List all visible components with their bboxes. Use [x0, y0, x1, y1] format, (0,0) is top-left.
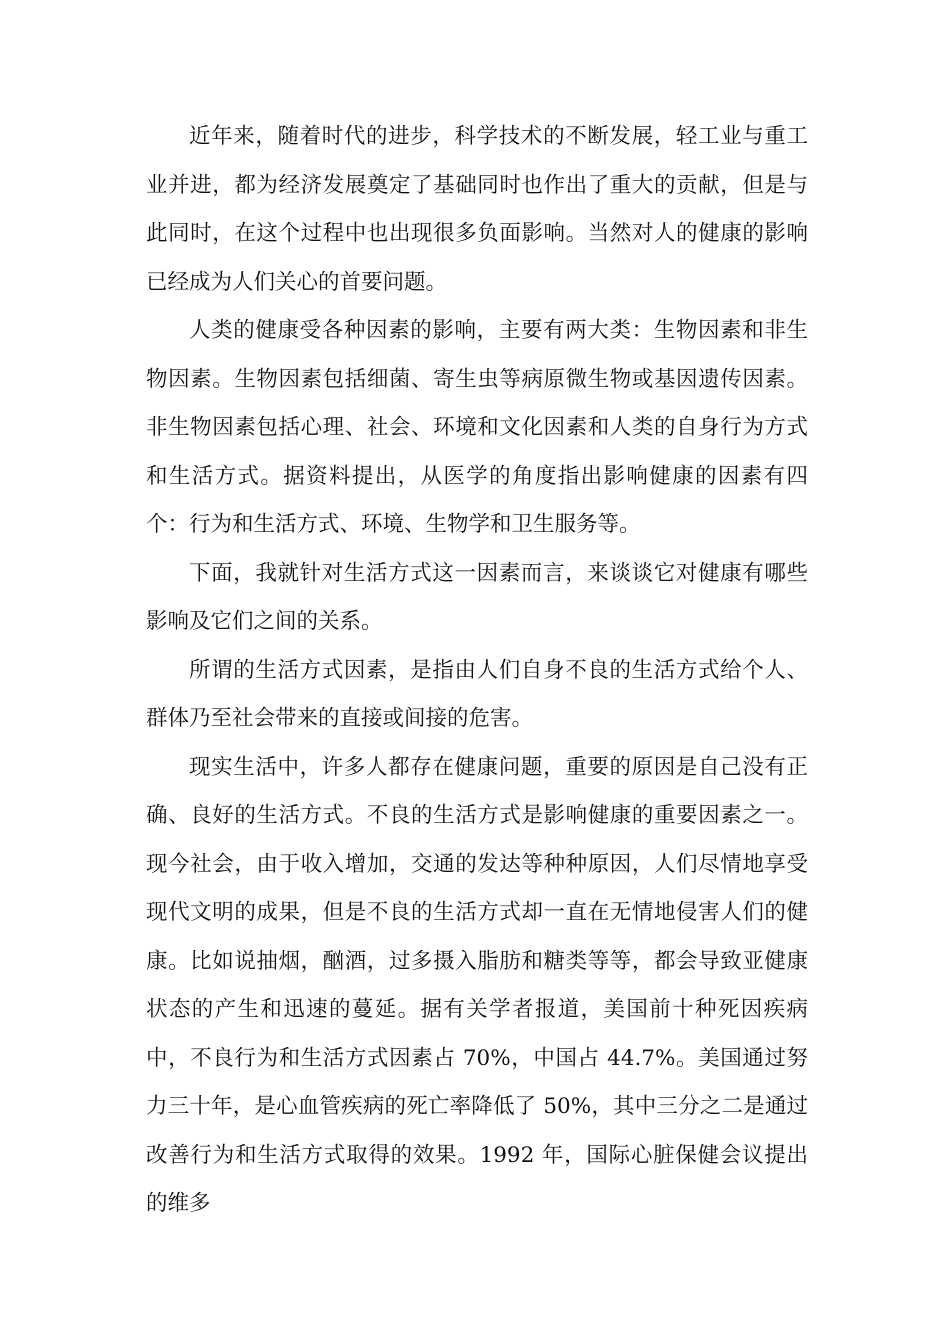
paragraph-5: 现实生活中，许多人都存在健康问题，重要的原因是自己没有正确、良好的生活方式。不良的生活方式是影响健康的重要因素之一。现今社会，由于收入增加，交通的发达等种种原因，人们尽情地享受现代文明的成果，但是不良的生活方式却一直在无情地侵害人们的健康。比如说抽烟，酗酒，过多摄入脂肪和糖类等等，都会导致亚健康状态的产生和迅速的蔓延。据有关学者报道，美国前十种死因疾病中，不良行为和生活方式因素占 70%，中国占 44.7%。美国通过努力三十年，是心血管疾病的死亡率降低了 50%，其中三分之二是通过改善行为和生活方式取得的效果。1992 年，国际心脏保健会议提出的维多	[146, 754, 808, 1216]
paragraph-4: 所谓的生活方式因素，是指由人们自身不良的生活方式给个人、群体乃至社会带来的直接或间接的危害。	[146, 657, 808, 731]
document-page	[146, 113, 808, 1229]
paragraph-3: 下面，我就针对生活方式这一因素而言，来谈谈它对健康有哪些影响及它们之间的关系。	[146, 560, 808, 634]
paragraph-1: 近年来，随着时代的进步，科学技术的不断发展，轻工业与重工业并进，都为经济发展奠定了基础同时也作出了重大的贡献，但是与此同时，在这个过程中也出现很多负面影响。当然对人的健康的影响已经成为人们关心的首要问题。	[146, 124, 808, 295]
paragraph-2: 人类的健康受各种因素的影响，主要有两大类：生物因素和非生物因素。生物因素包括细菌、寄生虫等病原微生物或基因遗传因素。非生物因素包括心理、社会、环境和文化因素和人类的自身行为方式和生活方式。据资料提出，从医学的角度指出影响健康的因素有四个：行为和生活方式、环境、生物学和卫生服务等。	[146, 318, 808, 537]
